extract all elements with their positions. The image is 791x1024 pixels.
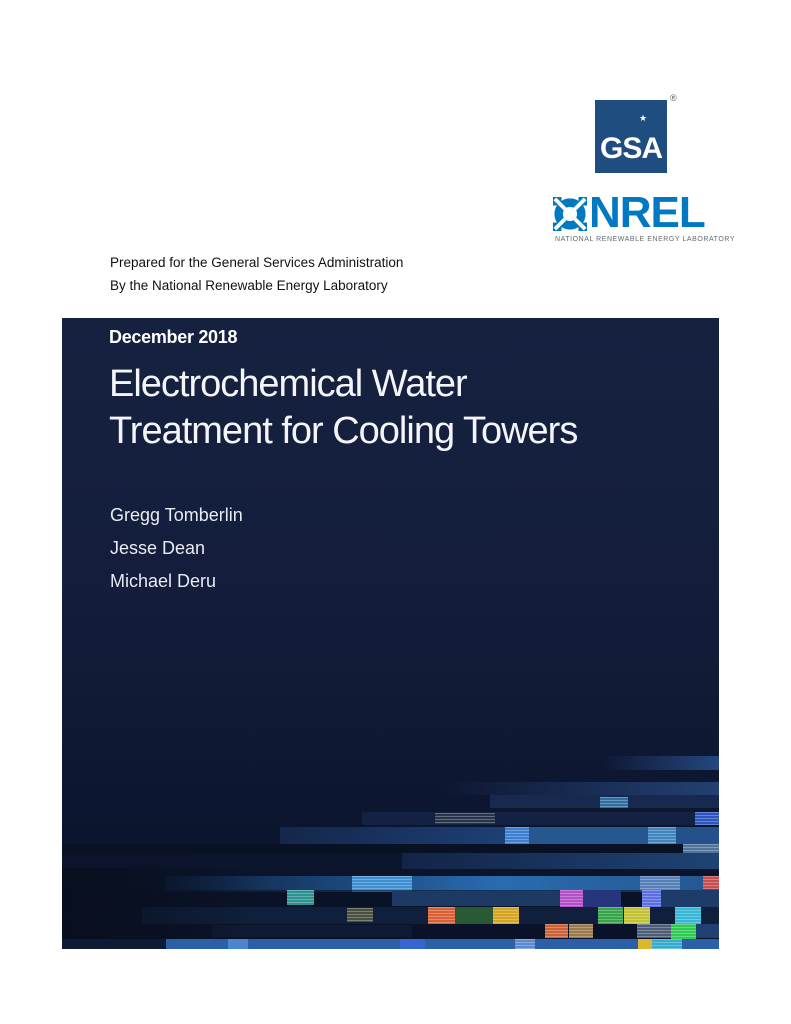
author-name: Michael Deru <box>110 571 217 591</box>
art-block <box>62 939 166 949</box>
art-block <box>583 890 621 907</box>
art-block <box>675 907 701 924</box>
art-block <box>493 907 519 924</box>
art-block <box>638 939 652 949</box>
nrel-logo-text: NREL <box>589 188 705 237</box>
art-block <box>442 782 719 795</box>
art-block <box>392 891 562 906</box>
art-block <box>683 844 719 853</box>
art-block <box>62 844 719 853</box>
nrel-logo <box>553 188 736 243</box>
art-block <box>671 924 696 939</box>
prepared-for-line: Prepared for the General Services Administration <box>110 255 404 270</box>
art-block <box>228 939 248 949</box>
art-block <box>624 907 650 924</box>
art-block <box>529 827 648 844</box>
author-list <box>110 499 243 598</box>
nrel-sun-icon <box>553 196 587 232</box>
art-block <box>435 813 495 824</box>
gsa-star-icon: ★ <box>639 113 648 123</box>
art-block <box>648 827 676 844</box>
art-block <box>402 853 719 869</box>
cover-panel <box>62 318 719 949</box>
author-name: Jesse Dean <box>110 538 206 558</box>
art-block <box>661 890 719 907</box>
gsa-registered-mark: ® <box>670 93 677 103</box>
art-block <box>287 890 314 905</box>
art-block <box>637 924 671 938</box>
art-block <box>600 797 628 808</box>
art-block <box>569 924 593 938</box>
art-block <box>696 924 719 938</box>
publication-date: December 2018 <box>109 327 238 347</box>
nrel-tagline: NATIONAL RENEWABLE ENERGY LABORATORY <box>555 236 736 243</box>
prepared-by-line: By the National Renewable Energy Laboratory <box>110 277 388 293</box>
report-title-line-1: Electrochemical Water <box>109 363 467 405</box>
cover-art <box>62 738 719 949</box>
art-block <box>362 812 719 825</box>
art-block <box>166 939 719 949</box>
art-block <box>642 890 661 907</box>
art-block <box>560 890 583 907</box>
art-block <box>455 907 493 924</box>
art-block <box>652 939 682 949</box>
art-block <box>602 756 719 770</box>
gsa-logo <box>595 100 667 173</box>
art-block <box>703 876 719 889</box>
prepared-for-block <box>110 252 403 297</box>
report-title-line-2: Treatment for Cooling Towers <box>109 410 578 452</box>
art-block <box>515 939 535 949</box>
art-block <box>545 924 568 938</box>
art-block <box>347 908 373 922</box>
art-block <box>505 827 529 844</box>
art-block <box>676 827 719 844</box>
art-block <box>192 853 402 869</box>
art-block <box>695 812 719 825</box>
author-name: Gregg Tomberlin <box>110 505 243 525</box>
art-block <box>428 907 455 924</box>
art-block <box>598 907 623 924</box>
art-block <box>62 868 262 949</box>
report-title <box>109 361 577 455</box>
art-block <box>400 939 425 949</box>
gsa-logo-text: GSA <box>599 132 662 165</box>
